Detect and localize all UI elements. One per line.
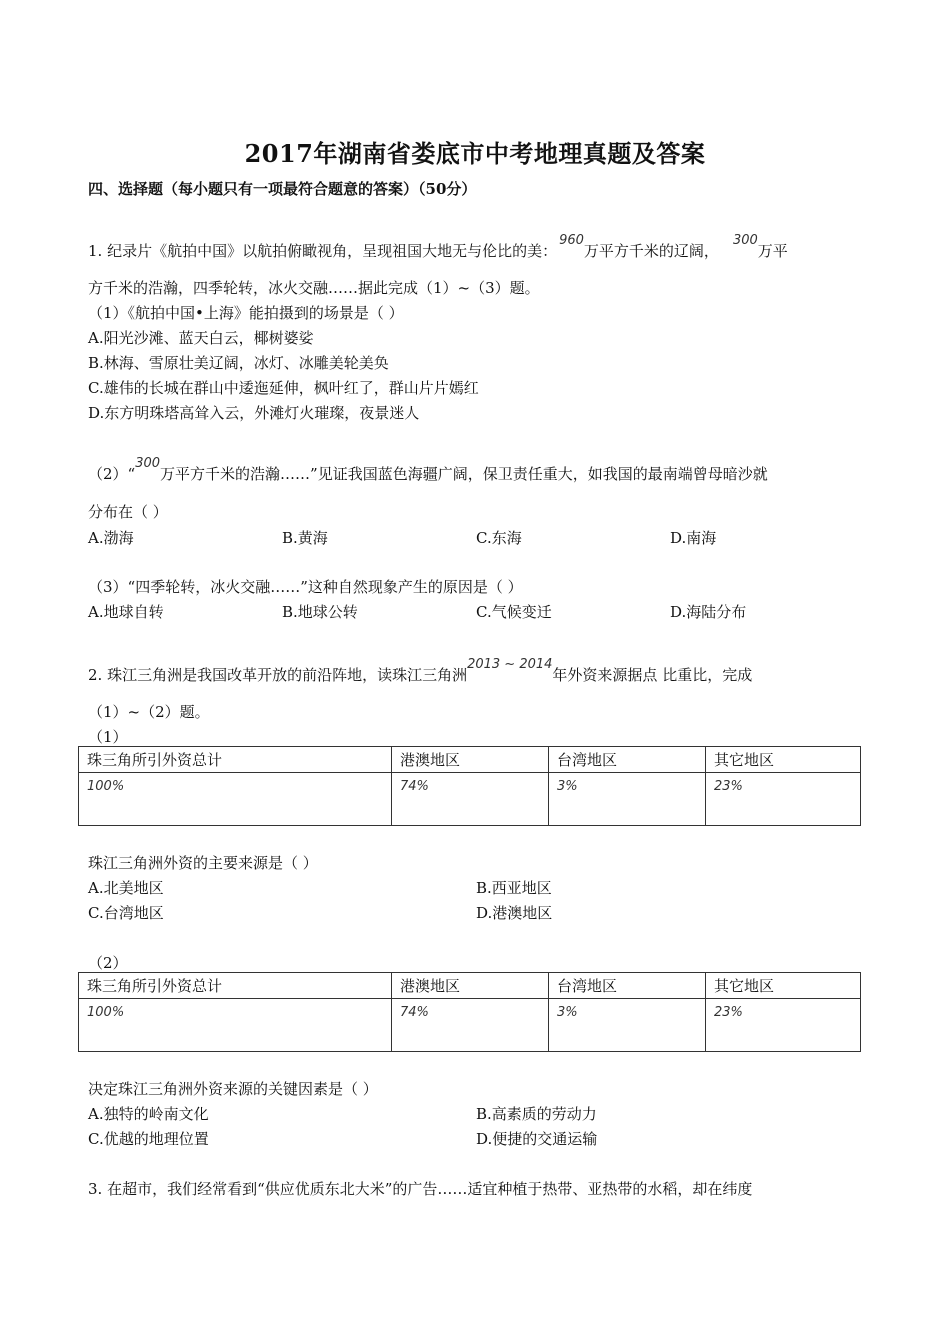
q2-sub2-option-c: C.优越的地理位置: [88, 1130, 209, 1148]
q1-sub1-option-d: D.东方明珠塔高耸入云，外滩灯火璀璨，夜景迷人: [88, 404, 420, 422]
q2-intro-line1: [88, 657, 753, 685]
q1-sub3-option-b: B.地球公转: [282, 603, 358, 621]
q1-sub2-option-a: A.渤海: [88, 529, 134, 547]
q2-table-1: [78, 746, 861, 826]
table-row: [79, 999, 861, 1052]
q1-sub2-option-c: C.东海: [476, 529, 522, 547]
table-header-cell: 其它地区: [706, 973, 861, 999]
page-title: 2017年湖南省娄底市中考地理真题及答案: [244, 139, 706, 168]
q1-sup-300: 300: [732, 233, 758, 248]
q1-sub2-option-b: B.黄海: [282, 529, 328, 547]
q2-intro-line2: （1）~（2）题。: [88, 703, 210, 721]
q1-sub2-stem-line2: 分布在（ ）: [88, 503, 168, 521]
q1-sub2-sup-300: 300: [135, 456, 161, 471]
q1-sub1-option-b: B.林海、雪原壮美辽阔，冰灯、冰雕美轮美奂: [88, 354, 389, 372]
q2-sub1-stem: 珠江三角洲外资的主要来源是（ ）: [88, 854, 318, 872]
q1-sub1-stem: （1）《航拍中国•上海》能拍摄到的场景是（ ）: [88, 304, 404, 322]
q2-part2-label: （2）: [88, 954, 128, 972]
q2-sub2-stem: 决定珠江三角洲外资来源的关键因素是（ ）: [88, 1080, 378, 1098]
q1-intro-line2: 方千米的浩瀚，四季轮转，冰火交融……据此完成（1）~（3）题。: [88, 279, 540, 297]
q2-part1-label: （1）: [88, 728, 128, 746]
table-cell: 3%: [549, 999, 706, 1052]
q1-sub1-option-c: C.雄伟的长城在群山中逶迤延伸，枫叶红了，群山片片嫣红: [88, 379, 479, 397]
q2-sup-years: 2013 ~ 2014: [467, 657, 553, 672]
table-cell: 23%: [706, 773, 861, 826]
q1-intro-line1: [88, 233, 788, 261]
q1-intro-text-a: 1. 纪录片《航拍中国》以航拍俯瞰视角，呈现祖国大地无与伦比的美：: [88, 242, 558, 260]
q1-sub2-stem-a: （2）“: [88, 465, 136, 483]
table-header-cell: 珠三角所引外资总计: [79, 973, 392, 999]
table-header-cell: 珠三角所引外资总计: [79, 747, 392, 773]
q2-intro-text-a: 2. 珠江三角洲是我国改革开放的前沿阵地，读珠江三角洲: [88, 666, 468, 684]
table-cell: 100%: [79, 999, 392, 1052]
q1-intro-text-b: 万平方千米的辽阔，: [583, 242, 719, 260]
table-cell: 74%: [392, 773, 549, 826]
table-cell: 100%: [79, 773, 392, 826]
q2-intro-text-b: 年外资来源据点 比重比，完成: [552, 666, 753, 684]
table-cell: 3%: [549, 773, 706, 826]
q2-table-2: [78, 972, 861, 1052]
q2-sub1-option-d: D.港澳地区: [476, 904, 553, 922]
q2-sub1-option-c: C.台湾地区: [88, 904, 164, 922]
q1-sub3-option-c: C.气候变迁: [476, 603, 552, 621]
table-row: [79, 773, 861, 826]
q2-sub2-option-d: D.便捷的交通运输: [476, 1130, 598, 1148]
table-header-cell: 其它地区: [706, 747, 861, 773]
table-cell: 23%: [706, 999, 861, 1052]
q3-intro-line1: 3. 在超市，我们经常看到“供应优质东北大米”的广告……适宜种植于热带、亚热带的水稻，却在纬度: [88, 1180, 753, 1198]
q1-sub2-stem-b: 万平方千米的浩瀚……”见证我国蓝色海疆广阔，保卫责任重大，如我国的最南端曾母暗沙就: [160, 465, 768, 483]
table-cell: 74%: [392, 999, 549, 1052]
table-header-cell: 台湾地区: [549, 747, 706, 773]
q2-sub1-option-b: B.西亚地区: [476, 879, 552, 897]
q2-sub2-option-a: A.独特的岭南文化: [88, 1105, 209, 1123]
q2-sub2-option-b: B.高素质的劳动力: [476, 1105, 597, 1123]
q1-sub1-option-a: A.阳光沙滩、蓝天白云，椰树婆娑: [88, 329, 314, 347]
table-header-row: [79, 973, 861, 999]
q2-sub1-option-a: A.北美地区: [88, 879, 164, 897]
table-header-cell: 台湾地区: [549, 973, 706, 999]
section-heading: 四、选择题（每小题只有一项最符合题意的答案）（50分）: [88, 180, 477, 198]
q1-sub3-option-a: A.地球自转: [88, 603, 164, 621]
q1-intro-text-c: 万平: [757, 242, 788, 260]
q1-sub3-option-d: D.海陆分布: [670, 603, 747, 621]
q1-sub2-stem-line1: [88, 456, 768, 484]
q1-sup-960: 960: [559, 233, 584, 248]
table-header-row: [79, 747, 861, 773]
table-header-cell: 港澳地区: [392, 747, 549, 773]
q1-sub2-option-d: D.南海: [670, 529, 717, 547]
table-header-cell: 港澳地区: [392, 973, 549, 999]
q1-sub3-stem: （3）“四季轮转，冰火交融……”这种自然现象产生的原因是（ ）: [88, 578, 523, 596]
